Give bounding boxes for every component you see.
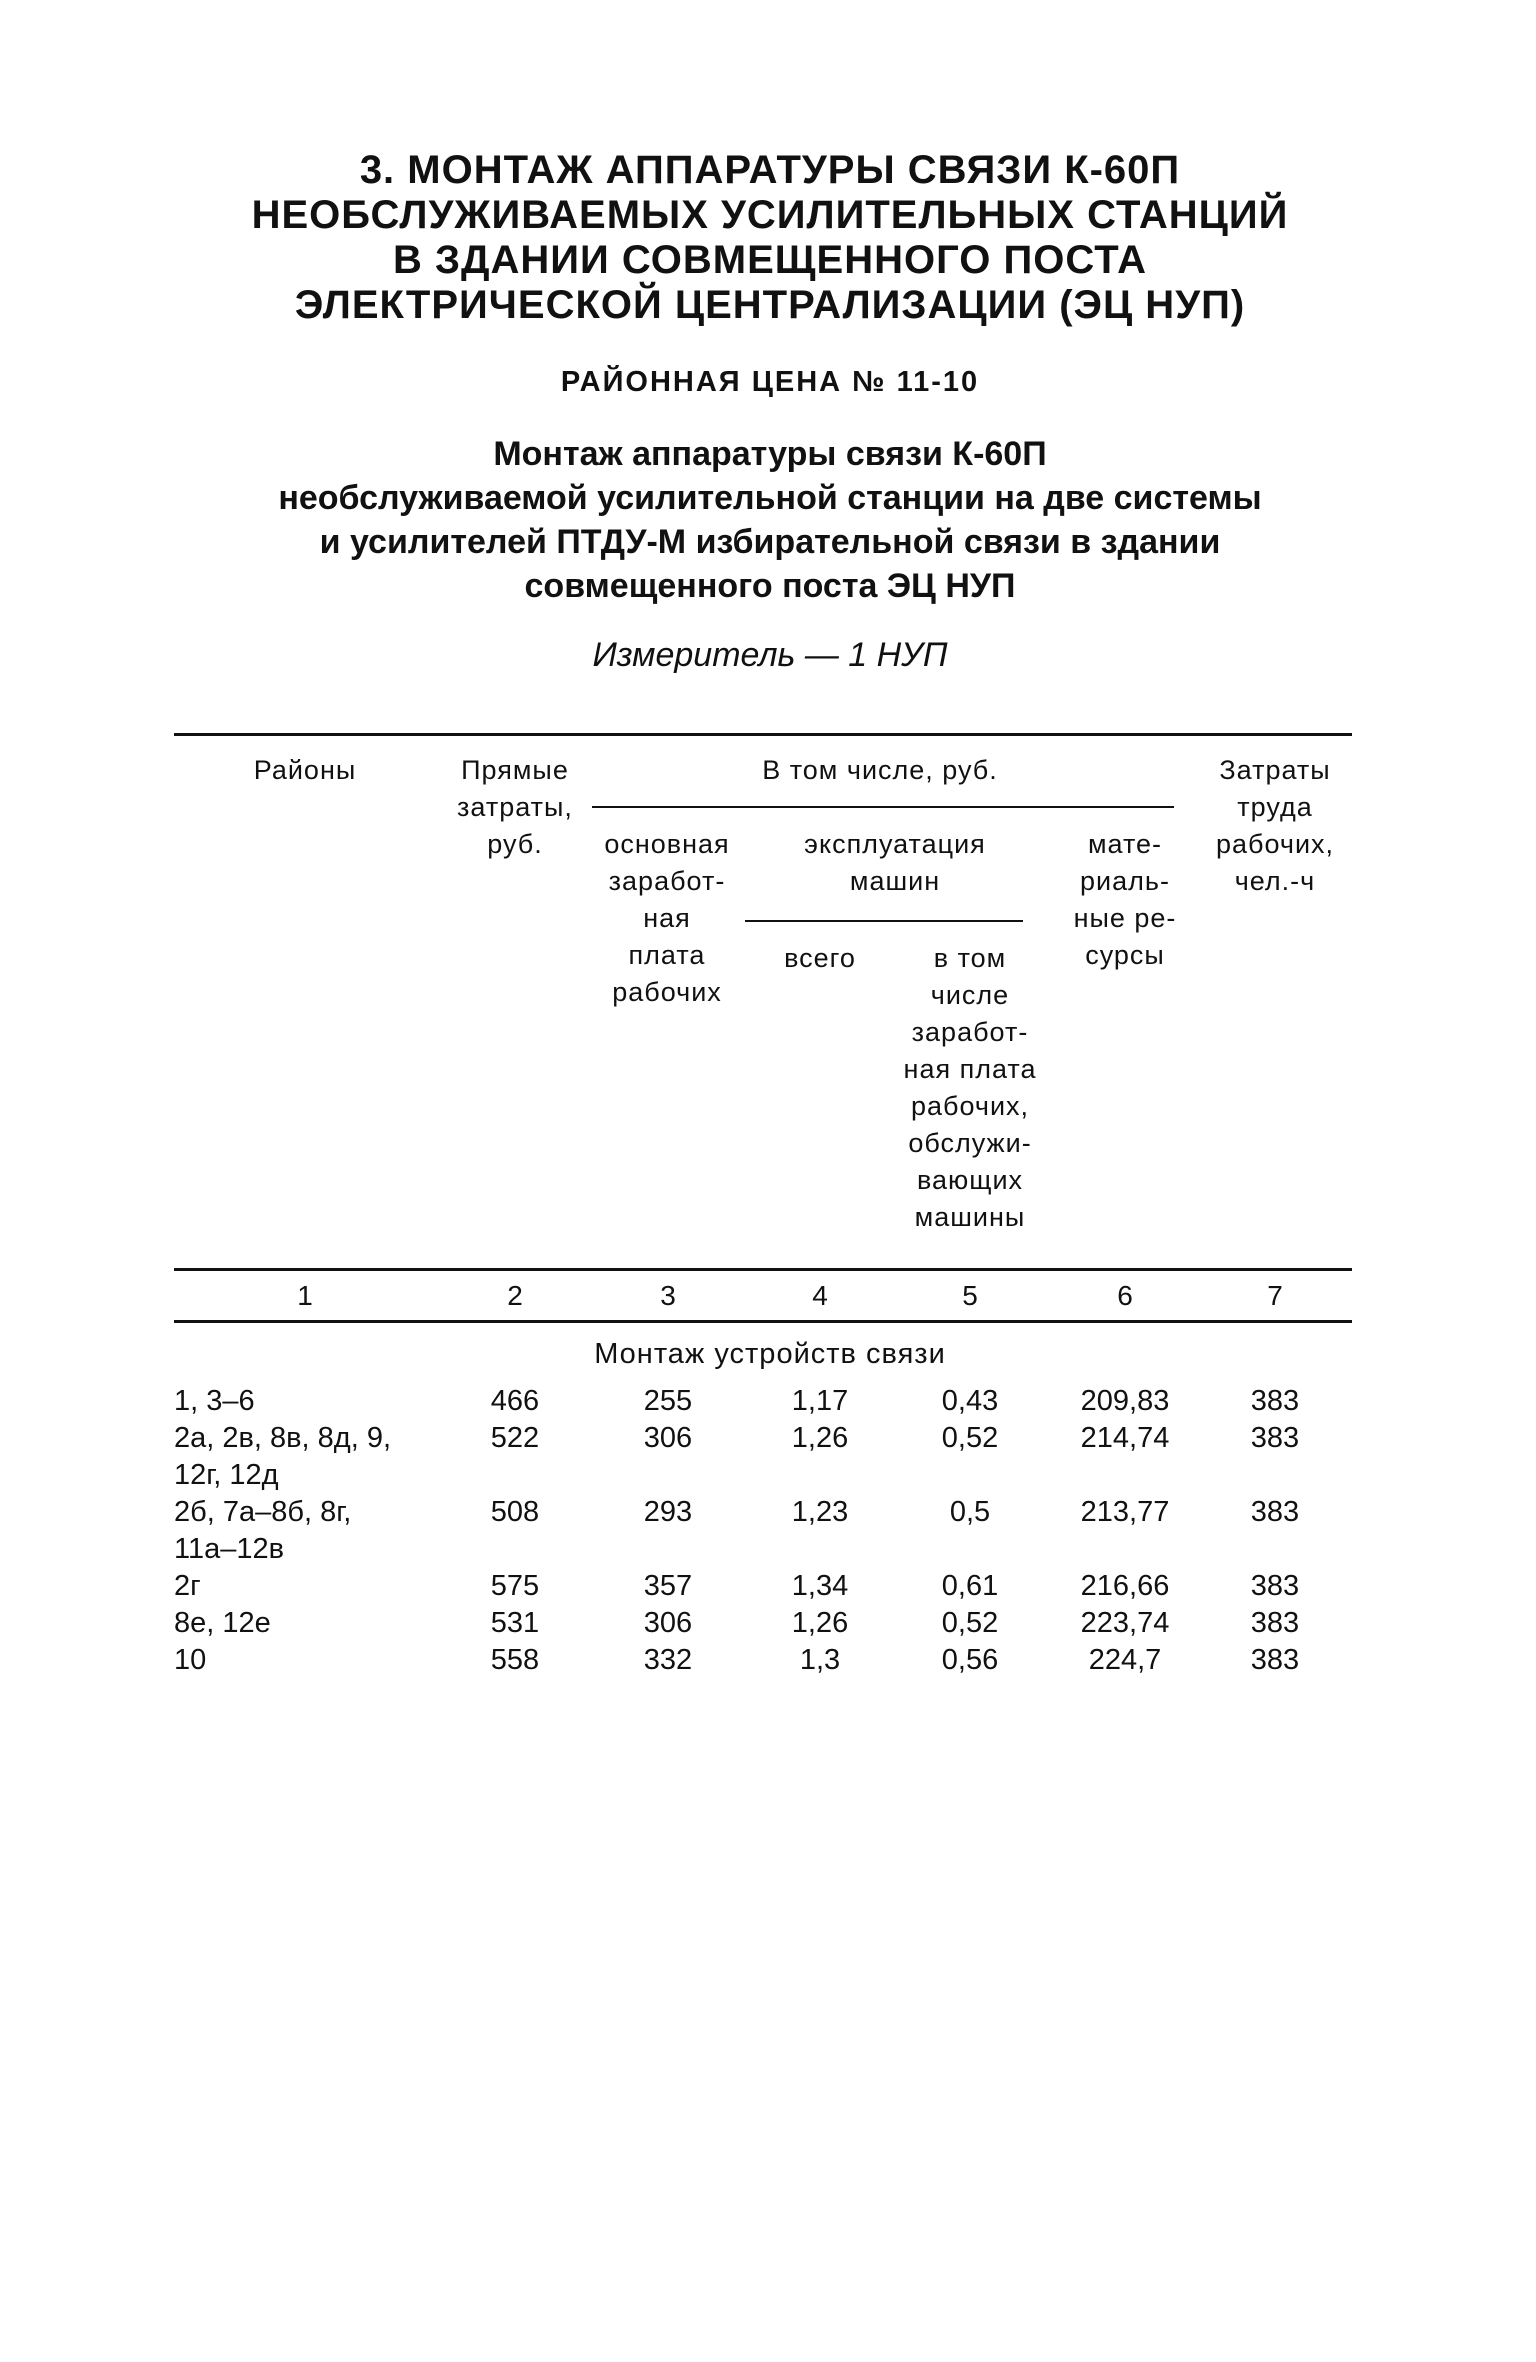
column-number: 7 — [1267, 1280, 1283, 1311]
header-machine-total — [760, 940, 880, 977]
table-row — [0, 1496, 1536, 1536]
heading-line: ЭЛЕКТРИЧЕСКОЙ ЦЕНТРАЛИЗАЦИИ (ЭЦ НУП) — [294, 283, 1246, 327]
table-row — [0, 1607, 1536, 1647]
labor-cell: 383 — [1250, 1570, 1300, 1602]
machine-total-cell: 1,26 — [791, 1422, 849, 1454]
machine-salary-cell: 0,52 — [941, 1607, 999, 1639]
direct-cost-cell: 575 — [490, 1570, 540, 1602]
header-text-line: труда — [1237, 792, 1313, 822]
header-text-line: Затраты — [1219, 755, 1331, 785]
heading-line: 3. МОНТАЖ АППАРАТУРЫ СВЯЗИ К-60П — [359, 148, 1181, 192]
header-text-line: В том числе, руб. — [762, 755, 998, 785]
region-cell: 2б, 7а–8б, 8г, — [174, 1496, 352, 1528]
header-text-line: ные ре- — [1073, 903, 1177, 933]
machine-salary-cell: 0,43 — [941, 1385, 999, 1417]
header-regions — [230, 752, 380, 789]
header-materials — [1055, 826, 1195, 974]
region-cell: 1, 3–6 — [174, 1385, 255, 1417]
materials-cell: 209,83 — [1080, 1385, 1170, 1417]
region-cell: 2г — [174, 1570, 201, 1602]
region-cell: 10 — [174, 1644, 207, 1676]
heading-line: НЕОБСЛУЖИВАЕМЫХ УСИЛИТЕЛЬНЫХ СТАНЦИЙ — [251, 193, 1289, 237]
header-including — [700, 752, 1060, 789]
labor-cell: 383 — [1250, 1607, 1300, 1639]
region-cell: 2а, 2в, 8в, 8д, 9, — [174, 1422, 392, 1454]
table-row-continuation — [0, 1459, 1536, 1499]
section-heading — [200, 148, 1340, 328]
header-text-line: ная — [643, 903, 691, 933]
salary-cell: 306 — [643, 1607, 693, 1639]
materials-cell: 223,74 — [1080, 1607, 1170, 1639]
machine-salary-cell: 0,52 — [941, 1422, 999, 1454]
header-text-line: эксплуатация — [804, 829, 986, 859]
materials-cell: 216,66 — [1080, 1570, 1170, 1602]
column-number: 3 — [660, 1280, 676, 1311]
machine-total-cell: 1,3 — [799, 1644, 841, 1676]
table-row — [0, 1422, 1536, 1462]
column-number: 6 — [1117, 1280, 1133, 1311]
column-number: 4 — [812, 1280, 828, 1311]
header-direct-costs — [440, 752, 590, 863]
header-text-line: ная плата — [903, 1054, 1037, 1084]
direct-cost-cell: 531 — [490, 1607, 540, 1639]
column-number: 1 — [297, 1280, 313, 1311]
machine-total-cell: 1,17 — [791, 1385, 849, 1417]
heading-line: В ЗДАНИИ СОВМЕЩЕННОГО ПОСТА — [392, 238, 1148, 282]
column-number: 2 — [507, 1280, 523, 1311]
including-rule — [592, 806, 1174, 808]
machine-total-cell: 1,23 — [791, 1496, 849, 1528]
direct-cost-cell: 558 — [490, 1644, 540, 1676]
salary-cell: 357 — [643, 1570, 693, 1602]
table-top-rule — [174, 733, 1352, 736]
machine-salary-cell: 0,5 — [949, 1496, 991, 1528]
header-text-line: машины — [914, 1202, 1026, 1232]
labor-cell: 383 — [1250, 1644, 1300, 1676]
table-section-title: Монтаж устройств связи — [594, 1338, 946, 1370]
table-row — [0, 1570, 1536, 1610]
header-text-line: заработ- — [911, 1017, 1029, 1047]
salary-cell: 255 — [643, 1385, 693, 1417]
materials-cell: 214,74 — [1080, 1422, 1170, 1454]
header-text-line: вающих — [916, 1165, 1024, 1195]
header-machine-operation — [760, 826, 1030, 900]
description-line: необслуживаемой усилительной станции на две системы — [278, 479, 1262, 517]
measure-unit: Измеритель — 1 НУП — [592, 636, 948, 674]
machine-rule — [745, 920, 1023, 922]
labor-cell: 383 — [1250, 1385, 1300, 1417]
work-description — [180, 432, 1360, 608]
header-text-line: Прямые — [461, 755, 569, 785]
header-text-line: мате- — [1087, 829, 1163, 859]
machine-total-cell: 1,34 — [791, 1570, 849, 1602]
direct-cost-cell: 508 — [490, 1496, 540, 1528]
price-label: РАЙОННАЯ ЦЕНА № 11-10 — [560, 366, 980, 398]
table-row — [0, 1644, 1536, 1684]
materials-cell: 224,7 — [1088, 1644, 1162, 1676]
region-cell: 12г, 12д — [174, 1459, 279, 1491]
numbers-bottom-rule — [174, 1320, 1352, 1323]
salary-cell: 306 — [643, 1422, 693, 1454]
description-line: совмещенного поста ЭЦ НУП — [524, 567, 1016, 605]
header-text-line: затраты, — [457, 792, 573, 822]
header-text-line: обслужи- — [908, 1128, 1032, 1158]
header-text-line: основная — [604, 829, 730, 859]
header-text-line: чел.-ч — [1234, 866, 1316, 896]
machine-salary-cell: 0,61 — [941, 1570, 999, 1602]
labor-cell: 383 — [1250, 1422, 1300, 1454]
header-machine-salary — [885, 940, 1055, 1236]
header-labor — [1195, 752, 1355, 900]
description-line: Монтаж аппаратуры связи К-60П — [493, 435, 1047, 473]
region-cell: 8е, 12е — [174, 1607, 271, 1639]
header-text-line: в том — [933, 943, 1007, 973]
region-cell: 11а–12в — [174, 1533, 285, 1565]
header-text-line: рабочих, — [1215, 829, 1335, 859]
salary-cell: 332 — [643, 1644, 693, 1676]
labor-cell: 383 — [1250, 1496, 1300, 1528]
materials-cell: 213,77 — [1080, 1496, 1170, 1528]
column-number: 5 — [962, 1280, 978, 1311]
machine-total-cell: 1,26 — [791, 1607, 849, 1639]
direct-cost-cell: 522 — [490, 1422, 540, 1454]
header-text-line: машин — [849, 866, 941, 896]
header-text-line: сурсы — [1085, 940, 1165, 970]
salary-cell: 293 — [643, 1496, 693, 1528]
header-text-line: рабочих — [612, 977, 722, 1007]
machine-salary-cell: 0,56 — [941, 1644, 999, 1676]
header-text-line: заработ- — [608, 866, 726, 896]
header-text-line: руб. — [487, 829, 543, 859]
header-text-line: риаль- — [1080, 866, 1170, 896]
header-text-line: плата — [628, 940, 706, 970]
header-text-line: Районы — [253, 755, 357, 785]
header-text-line: всего — [784, 943, 856, 973]
header-text-line: рабочих, — [910, 1091, 1030, 1121]
header-text-line: числе — [930, 980, 1010, 1010]
table-row — [0, 1385, 1536, 1425]
description-line: и усилителей ПТДУ-М избирательной связи в здании — [319, 523, 1221, 561]
table-row-continuation — [0, 1533, 1536, 1573]
direct-cost-cell: 466 — [490, 1385, 540, 1417]
header-base-salary — [592, 826, 742, 1011]
header-bottom-rule — [174, 1268, 1352, 1271]
